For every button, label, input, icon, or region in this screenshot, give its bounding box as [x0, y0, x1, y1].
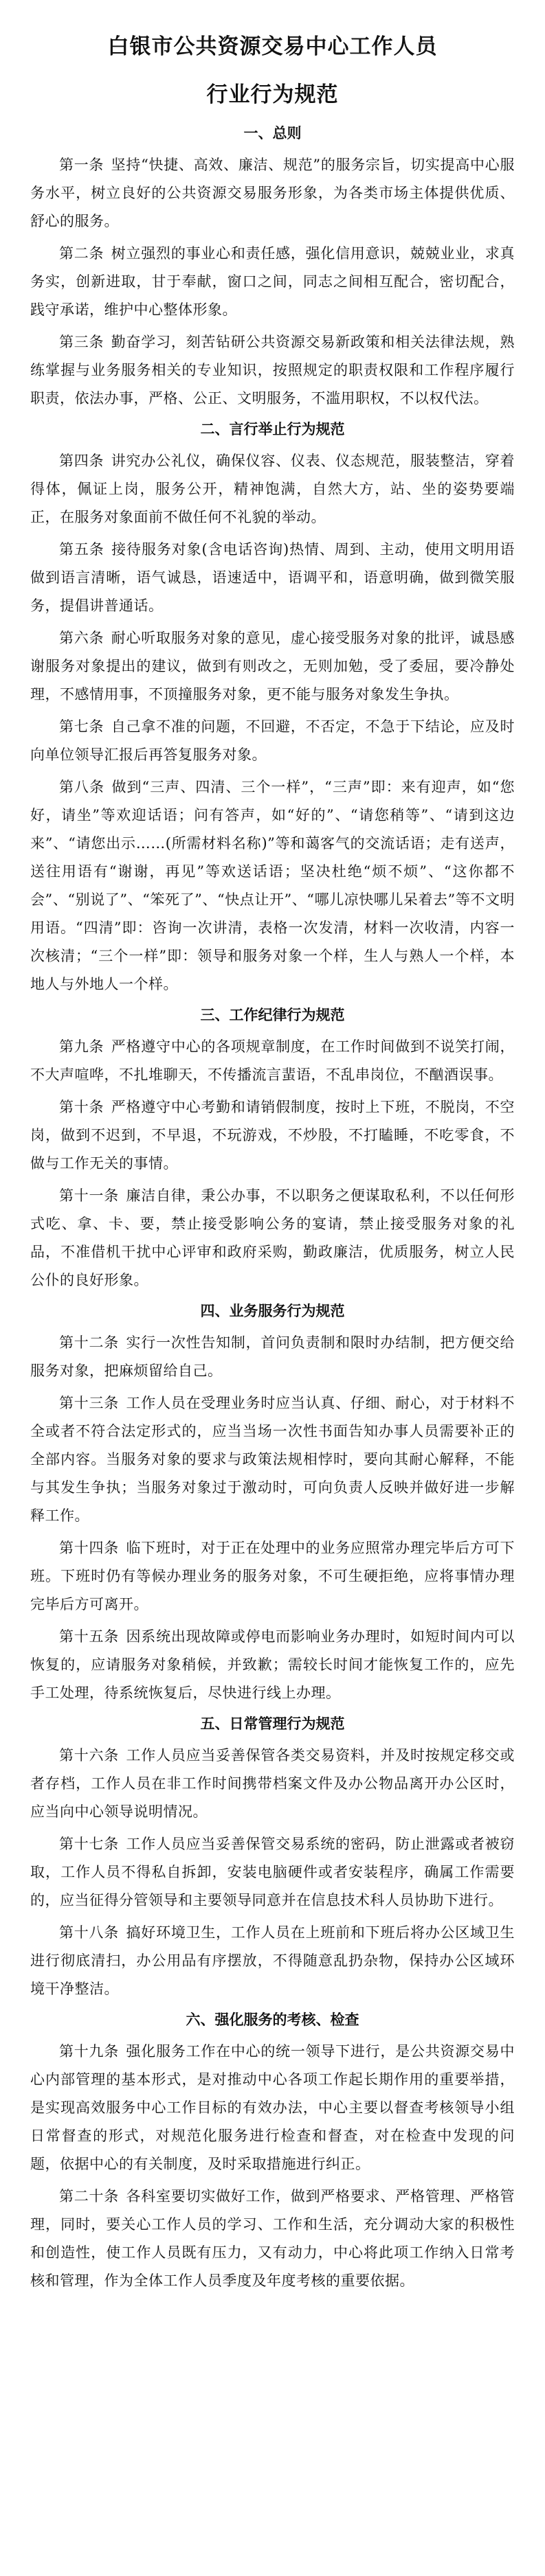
article-paragraph	[30, 1329, 515, 1385]
article-number: 第四条	[59, 453, 104, 469]
article-paragraph	[30, 713, 515, 769]
article-number: 第五条	[59, 541, 104, 558]
article-paragraph	[30, 1830, 515, 1915]
article-number: 第六条	[59, 630, 104, 646]
article-text: 严格遵守中心的各项规章制度，在工作时间做到不说笑打闹，不大声喧哗，不扎堆聊天，不传播流言蜚语，不乱串岗位，不酗酒误事。	[30, 1038, 515, 1083]
article-number: 第八条	[59, 779, 105, 795]
article-paragraph	[30, 1623, 515, 1707]
article-paragraph	[30, 773, 515, 999]
document-page	[30, 27, 515, 2299]
article-number: 第七条	[59, 718, 104, 735]
article-text: 坚持“快捷、高效、廉洁、规范”的服务宗旨，切实提高中心服务水平，树立良好的公共资源交易服务形象，为各类市场主体提供优质、舒心的服务。	[30, 157, 515, 229]
document-title-line1: 白银市公共资源交易中心工作人员	[107, 34, 438, 59]
article-text: 工作人员应当妥善保管交易系统的密码，防止泄露或者被窃取，工作人员不得私自拆卸，安装电脑硬件或者安装程序，确属工作需要的，应当征得分管领导和主要领导同意并在信息技术科人员协助下进行。	[30, 1836, 515, 1908]
article-text: 工作人员应当妥善保管各类交易资料，并及时按规定移交或者存档，工作人员在非工作时间携带档案文件及办公物品离开办公区时，应当向中心领导说明情况。	[30, 1747, 515, 1820]
article-text: 严格遵守中心考勤和请销假制度，按时上下班，不脱岗，不空岗，做到不迟到，不早退，不玩游戏，不炒股，不打瞌睡，不吃零食，不做与工作无关的事情。	[30, 1099, 515, 1172]
document-title-line2: 行业行为规范	[206, 82, 339, 107]
article-number: 第十四条	[59, 1540, 120, 1556]
section-heading: 二、言行举止行为规范	[200, 420, 345, 437]
article-number: 第二条	[59, 245, 104, 262]
article-text: 自己拿不准的问题，不回避，不否定，不急于下结论，应及时向单位领导汇报后再答复服务对象。	[30, 718, 515, 763]
article-text: 各科室要切实做好工作，做到严格要求、严格管理、严格管理，同时，要关心工作人员的学习、工作和生活，充分调动大家的积极性和创造性，使工作人员既有压力，又有动力，中心将此项工作纳入日常考核和管理，作为全体工作人员季度及年度考核的重要依据。	[30, 2188, 515, 2289]
article-paragraph	[30, 328, 515, 413]
article-paragraph	[30, 536, 515, 620]
article-text: 临下班时，对于正在处理中的业务应照常办理完毕后方可下班。下班时仍有等候办理业务的服务对象，不可生硬拒绝，应将事情办理完毕后方可离开。	[30, 1540, 515, 1612]
article-paragraph	[30, 447, 515, 532]
article-number: 第一条	[59, 157, 104, 173]
article-paragraph	[30, 624, 515, 709]
article-paragraph	[30, 151, 515, 236]
article-number: 第十七条	[59, 1836, 120, 1852]
article-text: 因系统出现故障或停电而影响业务办理时，如短时间内可以恢复的，应请服务对象稍候，并致歉；需较长时间才能恢复工作的，应先手工处理，待系统恢复后，尽快进行线上办理。	[30, 1628, 515, 1701]
section-heading: 三、工作纪律行为规范	[200, 1006, 345, 1023]
article-text: 强化服务工作在中心的统一领导下进行，是公共资源交易中心内部管理的基本形式，是对推动中心各项工作起长期作用的重要举措，是实现高效服务中心工作目标的有效办法，中心主要以督查考核领导小组日常督查的形式，对规范化服务进行检查和督查，对在检查中发现的问题，依据中心的有关制度，及时采取措施进行纠正。	[30, 2043, 515, 2172]
article-paragraph	[30, 2182, 515, 2295]
article-text: 廉洁自律，秉公办事，不以职务之便谋取私利，不以任何形式吃、拿、卡、要，禁止接受影响公务的宴请，禁止接受服务对象的礼品，不准借机干扰中心评审和政府采购，勤政廉洁，优质服务，树立人民公仆的良好形象。	[30, 1187, 515, 1288]
article-number: 第三条	[59, 334, 104, 350]
article-paragraph	[30, 240, 515, 324]
article-number: 第九条	[59, 1038, 104, 1055]
article-text: 做到“三声、四清、三个一样”，“三声”即：来有迎声，如“您好，请坐”等欢迎话语；问有答声，如“好的”、“请您稍等”、“请到这边来”、“请您出示……(所需材料名称)”等和蔼客气的交流话语；走有送声，送往用语有“谢谢，再见”等欢送话语；坚决杜绝“烦不烦”、“这你都不会”、“别说了”、“笨死了”、“快点让开”、“哪儿凉快哪儿呆着去”等不文明用语。“四清”即：咨询一次讲清，表格一次发清，材料一次收清，内容一次核清；“三个一样”即：领导和服务对象一个样，生人与熟人一个样，本地人与外地人一个样。	[30, 779, 515, 992]
article-text: 工作人员在受理业务时应当认真、仔细、耐心，对于材料不全或者不符合法定形式的，应当当场一次性书面告知办事人员需要补正的全部内容。当服务对象的要求与政策法规相悖时，要向其耐心解释，不能与其发生争执；当服务对象过于激动时，可向负责人反映并做好进一步解释工作。	[30, 1395, 515, 1524]
article-number: 第十九条	[59, 2043, 120, 2060]
article-paragraph	[30, 1182, 515, 1295]
section-heading: 四、业务服务行为规范	[200, 1302, 345, 1319]
article-text: 搞好环境卫生，工作人员在上班前和下班后将办公区域卫生进行彻底清扫，办公用品有序摆放，不得随意乱扔杂物，保持办公区域环境干净整洁。	[30, 1924, 515, 1997]
article-text: 树立强烈的事业心和责任感，强化信用意识，兢兢业业，求真务实，创新进取，甘于奉献，窗口之间，同志之间相互配合，密切配合，践守承诺，维护中心整体形象。	[30, 245, 515, 318]
article-text: 实行一次性告知制，首问负责制和限时办结制，把方便交给服务对象，把麻烦留给自己。	[30, 1334, 515, 1379]
article-paragraph	[30, 2038, 515, 2178]
document-body	[30, 122, 515, 2295]
article-text: 勤奋学习，刻苦钻研公共资源交易新政策和相关法律法规，熟练掌握与业务服务相关的专业知识，按照规定的职责权限和工作程序履行职责，依法办事，严格、公正、文明服务，不滥用职权，不以权代法。	[30, 334, 515, 407]
article-number: 第十六条	[59, 1747, 120, 1764]
article-number: 第十八条	[59, 1924, 120, 1941]
article-number: 第十一条	[59, 1187, 120, 1204]
article-text: 耐心听取服务对象的意见，虚心接受服务对象的批评，诚恳感谢服务对象提出的建议，做到有则改之，无则加勉，受了委屈，要冷静处理，不感情用事，不顶撞服务对象，更不能与服务对象发生争执。	[30, 630, 515, 703]
section-heading: 六、强化服务的考核、检查	[186, 2011, 359, 2028]
article-text: 接待服务对象(含电话咨询)热情、周到、主动，使用文明用语做到语言清晰，语气诚恳，语速适中，语调平和，语意明确，做到微笑服务，提倡讲普通话。	[30, 541, 515, 614]
article-paragraph	[30, 1033, 515, 1089]
section-heading: 一、总则	[243, 124, 302, 141]
article-paragraph	[30, 1389, 515, 1530]
article-number: 第十三条	[59, 1395, 120, 1411]
article-paragraph	[30, 1534, 515, 1619]
article-paragraph	[30, 1093, 515, 1178]
article-text: 讲究办公礼仪，确保仪容、仪表、仪态规范，服装整洁，穿着得体，佩证上岗，服务公开，精神饱满，自然大方，站、坐的姿势要端正，在服务对象面前不做任何不礼貌的举动。	[30, 453, 515, 525]
section-heading: 五、日常管理行为规范	[200, 1715, 345, 1732]
article-number: 第二十条	[59, 2188, 120, 2204]
article-paragraph	[30, 1919, 515, 2003]
article-paragraph	[30, 1742, 515, 1826]
article-number: 第十二条	[59, 1334, 120, 1351]
article-number: 第十条	[59, 1099, 104, 1115]
article-number: 第十五条	[59, 1628, 120, 1645]
